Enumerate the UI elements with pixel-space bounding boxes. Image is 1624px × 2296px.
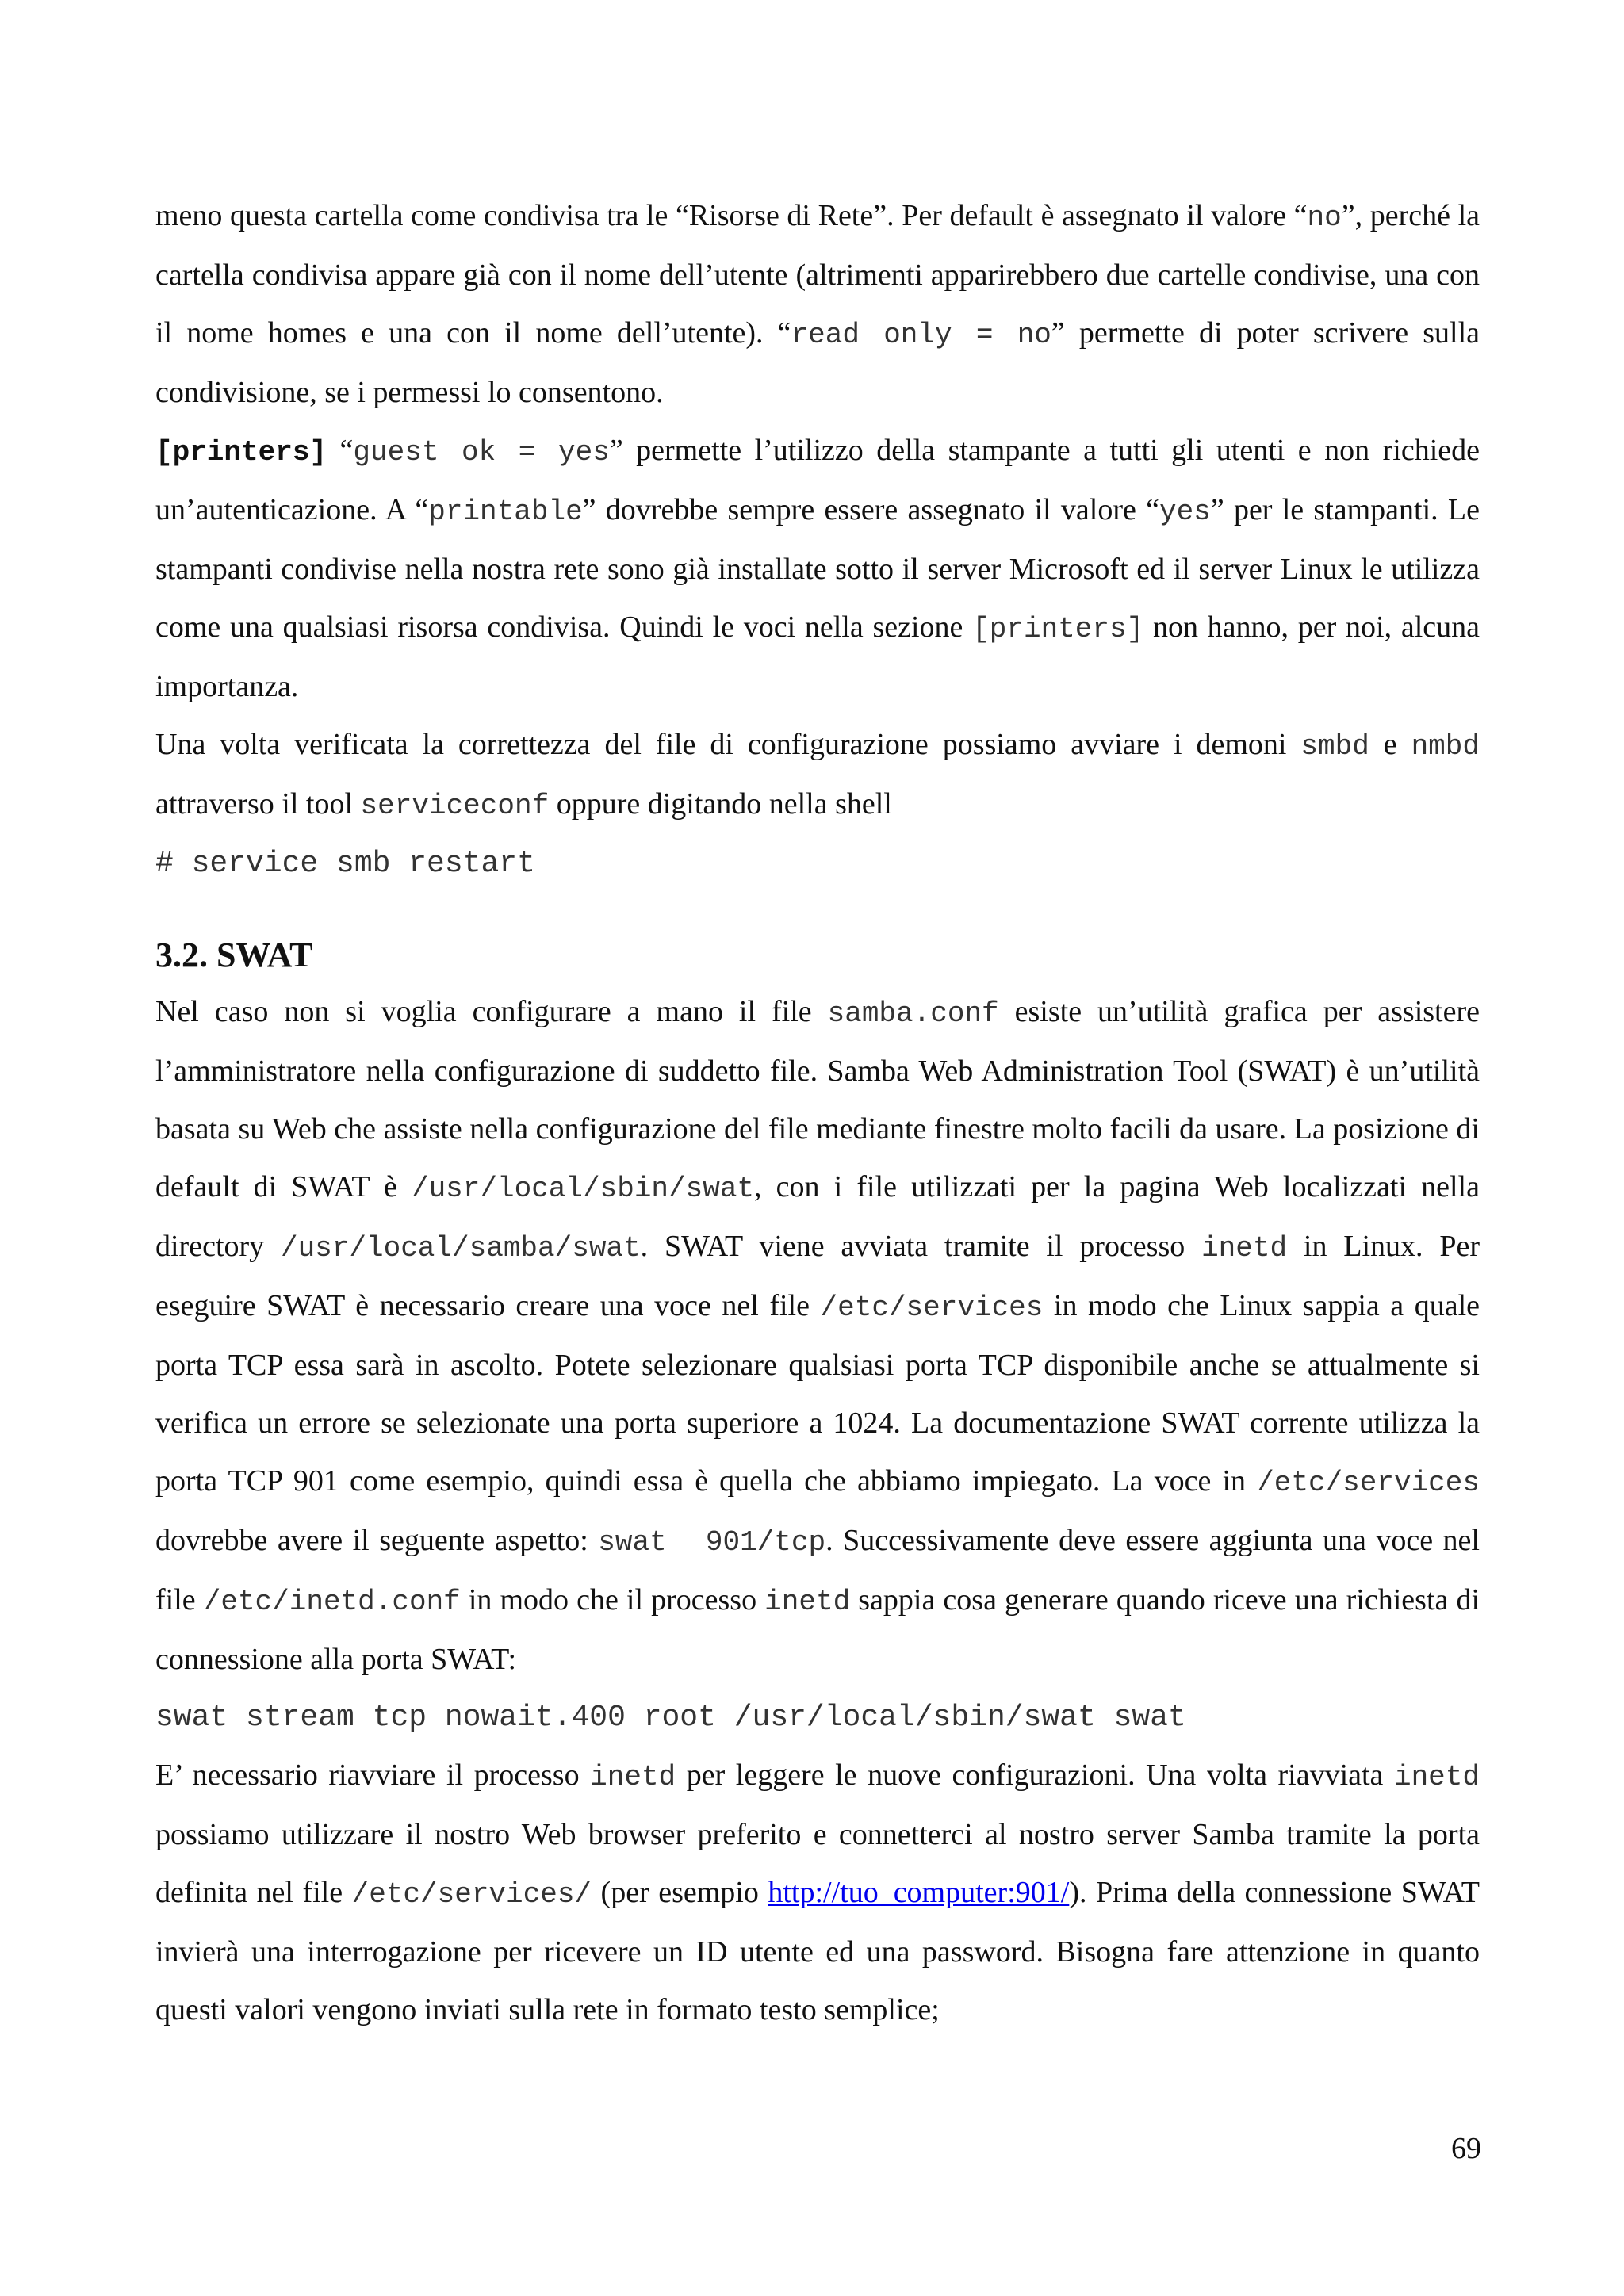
- text-span: in modo che il processo: [460, 1583, 765, 1617]
- text-span: . SWAT viene avviata tramite il processo: [640, 1230, 1202, 1263]
- text-span: “: [327, 434, 354, 467]
- page-number: 69: [1451, 2132, 1481, 2165]
- text-span: e: [1369, 728, 1411, 761]
- paragraph-printers: [155, 422, 1480, 716]
- text-span: Nel caso non si voglia configurare a mano il file: [155, 995, 828, 1028]
- code-span: guest ok = yes: [353, 436, 610, 469]
- code-span: no: [1307, 201, 1342, 234]
- text-span: , con i file utilizzati per la pagina Web localizzati nella directory: [155, 1170, 1480, 1263]
- text-span: ” permette di poter scrivere sulla condivisione, se i permessi lo consentono.: [155, 316, 1480, 409]
- code-span: /usr/local/sbin/swat: [411, 1173, 755, 1205]
- text-span: in Linux. Per eseguire SWAT è necessario creare una voce nel file: [155, 1230, 1480, 1322]
- text-span: esiste un’utilità grafica per assistere l’amministratore nella configurazione di suddetto file. Samba Web Administration Tool (SWAT) è un’utilità basata su Web che assiste nella configurazione del file mediante finestre molto facili da usare. La posizione di default di SWAT è: [155, 995, 1480, 1203]
- paragraph-swat-restart: [155, 1747, 1480, 2039]
- text-span: dovrebbe avere il seguente aspetto:: [155, 1524, 599, 1557]
- text-span: ”, perché la cartella condivisa appare già con il nome dell’utente (altrimenti apparirebbero due cartelle condivise, una con il nome homes e una con il nome dell’utente). “: [155, 199, 1480, 350]
- code-span: inetd: [764, 1586, 851, 1618]
- text-span: attraverso il tool: [155, 787, 361, 821]
- paragraph-swat-intro: [155, 983, 1480, 1689]
- code-span: /etc/services: [1257, 1467, 1480, 1499]
- shell-command: # service smb restart: [155, 847, 535, 881]
- code-span: inetd: [1393, 1761, 1480, 1793]
- code-span: swat 901/tcp: [598, 1526, 826, 1559]
- text-span: in modo che Linux sappia a quale porta TCP essa sarà in ascolto. Potete selezionare qualsiasi porta TCP disponibile anche se attualmente si verifica un errore se selezionate una porta superiore a 1024. La documentazione SWAT corrente utilizza la porta TCP 901 come esempio, quindi essa è quella che abbiamo impiegato. La voce in: [155, 1289, 1480, 1498]
- code-span: printable: [428, 496, 583, 528]
- code-span: /usr/local/samba/swat: [280, 1232, 641, 1265]
- text-span: non hanno, per noi, alcuna importanza.: [155, 610, 1480, 703]
- code-span: /etc/inetd.conf: [203, 1586, 461, 1618]
- text-span: oppure digitando nella shell: [549, 787, 892, 821]
- code-span: samba.conf: [827, 997, 999, 1030]
- code-span: yes: [1159, 496, 1211, 528]
- code-span: smbd: [1300, 730, 1369, 763]
- section-keyword: [printers]: [155, 436, 327, 469]
- text-span: (per esempio: [592, 1876, 768, 1909]
- text-span: ” dovrebbe sempre essere assegnato il valore “: [582, 493, 1159, 526]
- code-span: [printers]: [972, 613, 1144, 645]
- text-span: ” per le stampanti. Le stampanti condivise nella nostra rete sono già installate sotto il server Microsoft ed il server Linux le utilizza come una qualsiasi risorsa condivisa. Quindi le voci nella sezione: [155, 493, 1480, 644]
- paragraph-homes-browseable: [155, 187, 1480, 422]
- text-span: E’ necessario riavviare il processo: [155, 1758, 591, 1792]
- code-span: nmbd: [1411, 730, 1480, 763]
- document-page: [155, 187, 1480, 2039]
- text-span: ” permette l’utilizzo della stampante a tutti gli utenti e non richiede un’autenticazione. A “: [155, 434, 1480, 526]
- code-span: /etc/services: [820, 1292, 1044, 1324]
- text-span: . Successivamente deve essere aggiunta una voce nel file: [155, 1524, 1480, 1617]
- text-span: per leggere le nuove configurazioni. Una volta riavviata: [676, 1758, 1394, 1792]
- code-span: inetd: [590, 1761, 676, 1793]
- paragraph-start-daemons: [155, 716, 1480, 835]
- text-span: meno questa cartella come condivisa tra le “Risorse di Rete”. Per default è assegnato il valore “: [155, 199, 1308, 232]
- code-span: serviceconf: [360, 790, 550, 822]
- text-span: ). Prima della connessione SWAT invierà una interrogazione per ricevere un ID utente ed una password. Bisogna fare attenzione in quanto questi valori vengono inviati sulla rete in formato testo semplice;: [155, 1876, 1480, 2026]
- text-span: Una volta verificata la correttezza del file di configurazione possiamo avviare i demoni: [155, 728, 1301, 761]
- inetd-config-line: swat stream tcp nowait.400 root /usr/local/sbin/swat swat: [155, 1701, 1186, 1735]
- code-span: read only = no: [791, 319, 1051, 351]
- text-span: possiamo utilizzare il nostro Web browser preferito e connetterci al nostro server Samba tramite la porta definita nel file: [155, 1818, 1480, 1909]
- swat-url-link[interactable]: http://tuo_computer:901/: [768, 1876, 1070, 1909]
- text-span: sappia cosa generare quando riceve una richiesta di connessione alla porta SWAT:: [155, 1583, 1480, 1676]
- code-span: /etc/services/: [351, 1878, 592, 1911]
- section-heading: 3.2. SWAT: [155, 936, 313, 974]
- code-span: inetd: [1201, 1232, 1288, 1265]
